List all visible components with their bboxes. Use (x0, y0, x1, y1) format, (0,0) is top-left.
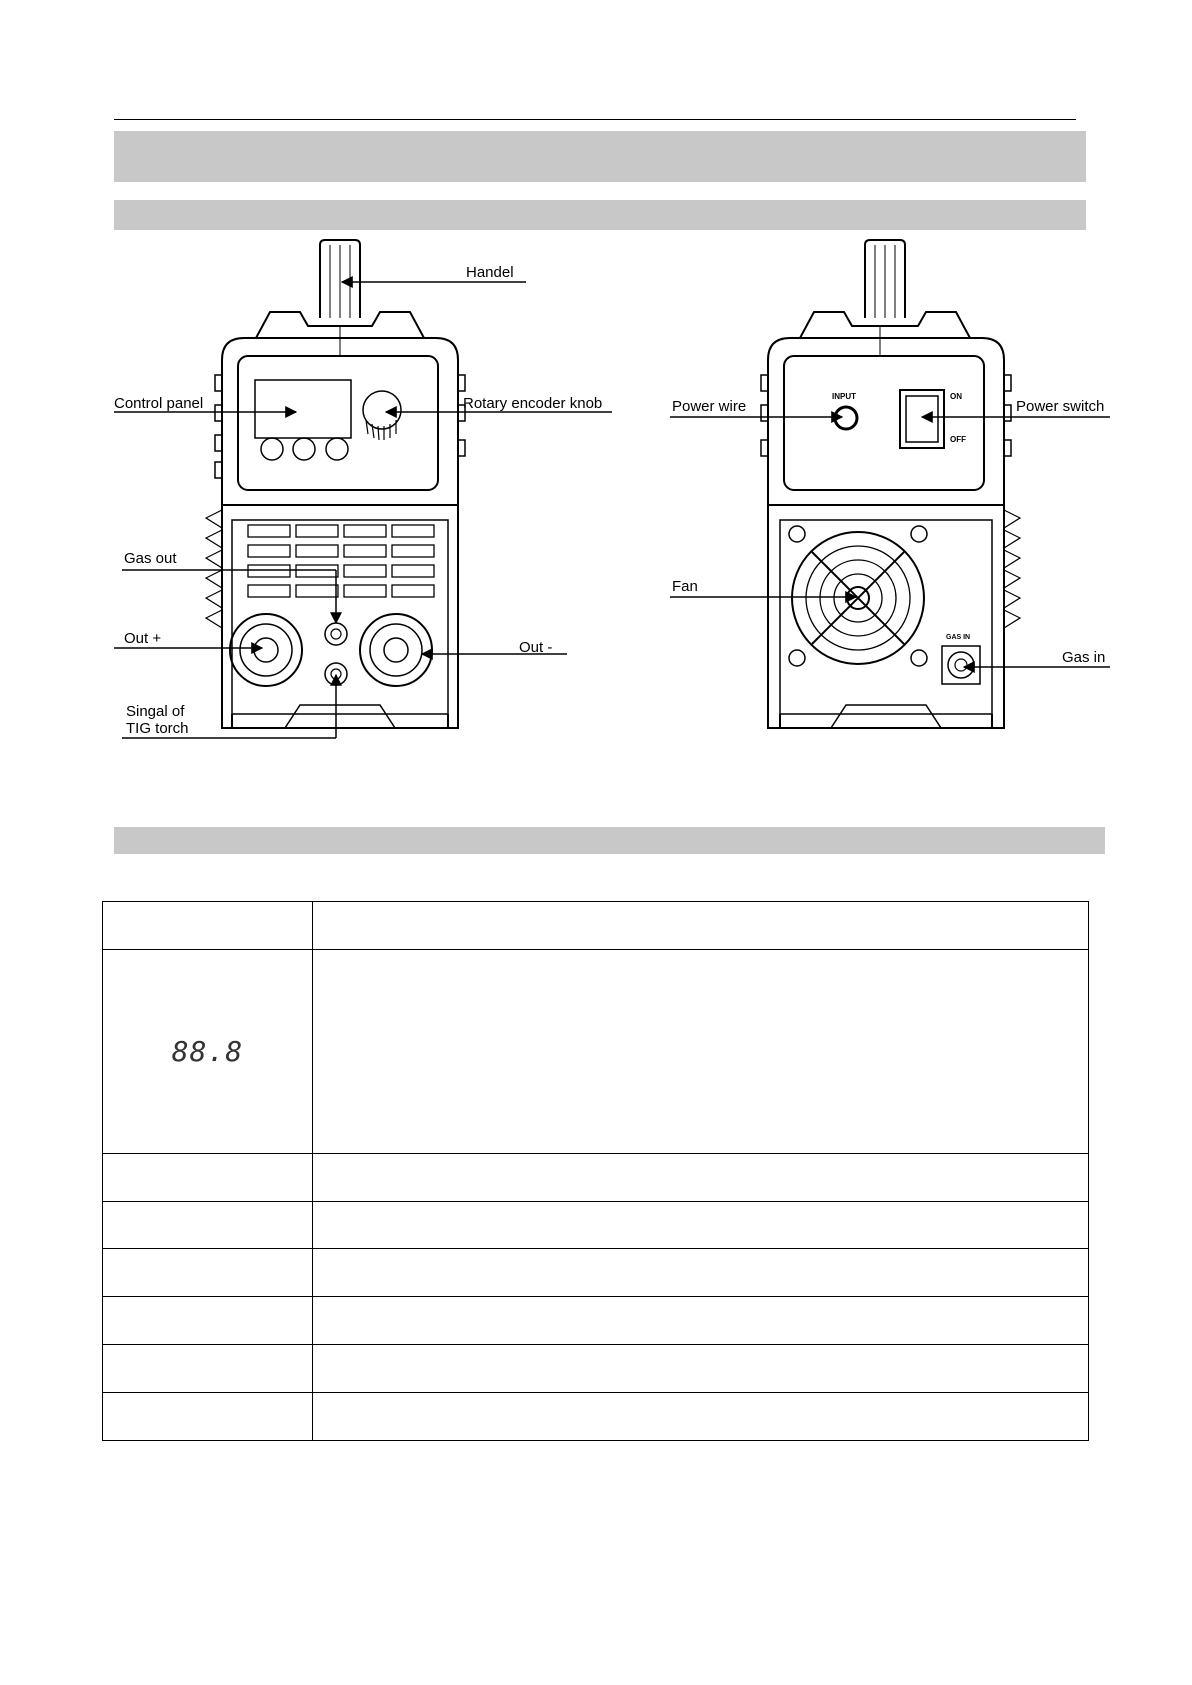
panel-button-2 (293, 438, 315, 460)
label-gas-out: Gas out (124, 550, 177, 567)
label-gas-in: Gas in (1062, 649, 1106, 666)
terminal-minus (360, 614, 432, 686)
gas-out-port (325, 623, 347, 645)
table-row (103, 950, 1089, 1154)
top-rule (114, 119, 1076, 120)
gas-in-marking: GAS IN (946, 634, 971, 641)
control-panel-table (102, 901, 1089, 1441)
label-out-plus: Out + (124, 630, 162, 647)
terminal-plus (230, 614, 302, 686)
front-view (206, 240, 465, 728)
display-screen (255, 380, 351, 438)
label-tig-signal-2: TIG torch (126, 720, 189, 737)
table-row (103, 1249, 1089, 1297)
label-power-switch: Power switch (1016, 398, 1105, 415)
panel-button-1 (261, 438, 283, 460)
table-row (103, 902, 1089, 950)
input-socket (835, 407, 857, 429)
label-out-minus: Out - (519, 639, 553, 656)
label-control-panel: Control panel (114, 395, 204, 412)
rotary-knob (363, 391, 401, 429)
seven-segment-display-icon: 88.8 (171, 1035, 244, 1068)
subsection-title-bar-1 (114, 200, 1086, 230)
subsection-title-bar-2 (114, 827, 1105, 854)
off-marking: OFF (950, 435, 966, 444)
section-title-bar (114, 131, 1086, 182)
input-marking: INPUT (832, 392, 856, 401)
label-rotary-knob: Rotary encoder knob (463, 395, 603, 412)
rear-view (761, 240, 1020, 728)
label-tig-signal-1: Singal of (126, 703, 185, 720)
label-power-wire: Power wire (672, 398, 747, 415)
label-handle: Handel (466, 264, 514, 281)
on-marking: ON (950, 392, 962, 401)
table-row (103, 1345, 1089, 1393)
panel-button-3 (326, 438, 348, 460)
front-lower-body (222, 505, 458, 728)
front-upper-body (222, 338, 458, 505)
machine-diagram (0, 230, 1192, 750)
table-row (103, 1297, 1089, 1345)
label-fan: Fan (672, 578, 698, 595)
table-row (103, 1154, 1089, 1202)
rear-upper-body (768, 338, 1004, 505)
table-row (103, 1393, 1089, 1441)
table-row (103, 1202, 1089, 1249)
